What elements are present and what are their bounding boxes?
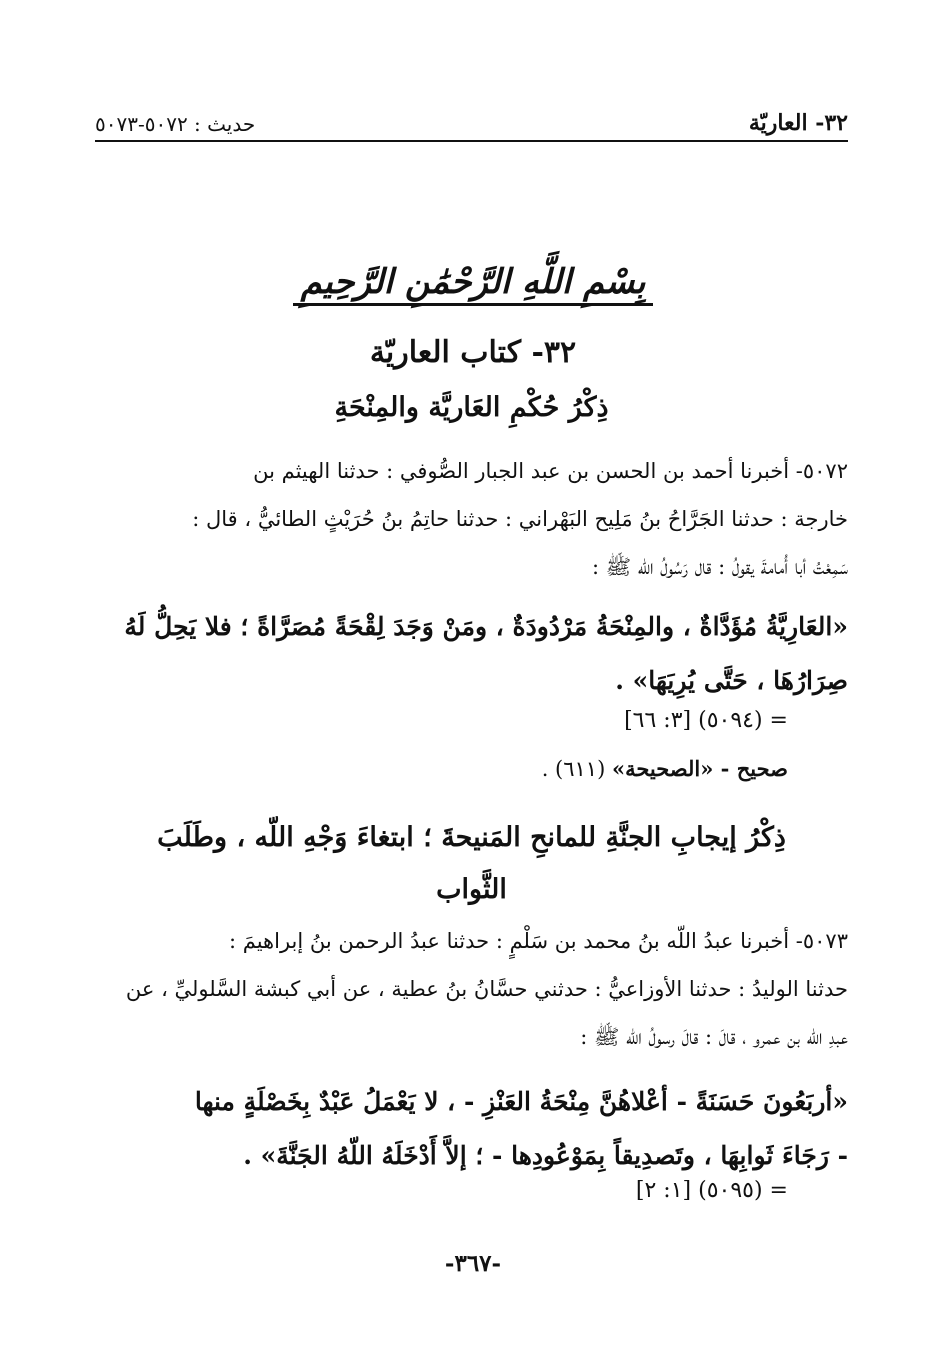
section-title-1: ذِكْرُ حُكْمِ العَاريَّة والمِنْحَةِ bbox=[334, 392, 609, 423]
grading-5072 bbox=[542, 756, 788, 781]
matn-line: «العَارِيَّةُ مُؤَدَّاةٌ ، والمِنْحَةُ مَرْدُودَةٌ ، ومَنْ وَجَدَ لِقْحَةً مُصَرَّاةً ؛ فلا يَحِلُّ لَهُ bbox=[124, 612, 848, 641]
page-number: -٣٦٧- bbox=[444, 1250, 502, 1277]
running-header bbox=[95, 102, 848, 142]
isnad-line: سَمِعْتُ أبا أُمامةَ يقولُ : قال رَسُولُ اللّه ﷺ : bbox=[591, 555, 848, 579]
isnad-line: حدثنا الوليدُ : حدثنا الأوزاعيُّ : حدثني حسَّانُ بنُ عطية ، عن أبي كبشة السَّلوليِّ ، عن bbox=[125, 977, 848, 1001]
grade-label: صحيح - «الصحيحة» bbox=[611, 756, 788, 781]
header-hadith-range: حديث : ٥٠٧٢-٥٠٧٣ bbox=[95, 112, 256, 136]
section-title-line: الثَّواب bbox=[436, 874, 507, 905]
matn-line: صِرَارُهَا ، حَتَّى يُرِيَهَا» . bbox=[615, 666, 848, 695]
isnad-line: عبدِ اللّه بن عمرو ، قالَ : قالَ رسولُ اللّه ﷺ : bbox=[580, 1025, 848, 1049]
isnad-line: ٥٠٧٣- أخبرنا عبدُ اللّه بنُ محمد بن سَلْمٍ : حدثنا عبدُ الرحمن بنُ إبراهيمَ : bbox=[228, 929, 848, 953]
book-title: ٣٢- كتاب العاريّة bbox=[369, 335, 577, 370]
matn-quote-5072 bbox=[95, 600, 848, 708]
section-title-line: ذِكْرُ إيجابِ الجنَّةِ للمانحِ المَنيحةَ ؛ ابتغاءَ وَجْهِ اللّه ، وطَلَبَ bbox=[157, 822, 786, 853]
isnad-paragraph-5073 bbox=[95, 917, 848, 1061]
section-title-2 bbox=[95, 812, 848, 916]
matn-line: - رَجَاءَ ثَوابِهَا ، وتَصدِيقاً بِمَوْعُودِها - ؛ إلاَّ أَدْخَلَهُ اللّهُ الجَنَّةَ» . bbox=[243, 1141, 848, 1170]
basmala-container bbox=[0, 262, 946, 306]
grade-ref: (٦١١) . bbox=[541, 757, 606, 781]
matn-line: «أربَعُونَ حَسَنَةً - أعْلاهُنَّ مِنْحَةُ العَنْزِ - ، لا يَعْمَلُ عَبْدٌ بِخَصْلَةٍ منها bbox=[194, 1087, 848, 1116]
matn-quote-5073 bbox=[95, 1075, 848, 1183]
isnad-paragraph-5072 bbox=[95, 447, 848, 591]
cross-reference-5073: = (٥٠٩٥) [١: ٢] bbox=[635, 1178, 788, 1203]
cross-reference-5072: = (٥٠٩٤) [٣: ٦٦] bbox=[624, 708, 788, 733]
isnad-line: ٥٠٧٢- أخبرنا أحمد بن الحسن بن عبد الجبار الصُّوفي : حدثنا الهيثم بن bbox=[253, 459, 848, 483]
header-book-label: ٣٢- العاريّة bbox=[748, 110, 848, 136]
basmala-calligraphy: بِسْمِ اللَّهِ الرَّحْمَٰنِ الرَّحِيمِ bbox=[293, 262, 654, 306]
isnad-line: خارجة : حدثنا الجَرَّاحُ بنُ مَلِيح البَهْراني : حدثنا حاتِمُ بنُ حُرَيْثٍ الطائيُّ ، قال : bbox=[192, 507, 848, 531]
